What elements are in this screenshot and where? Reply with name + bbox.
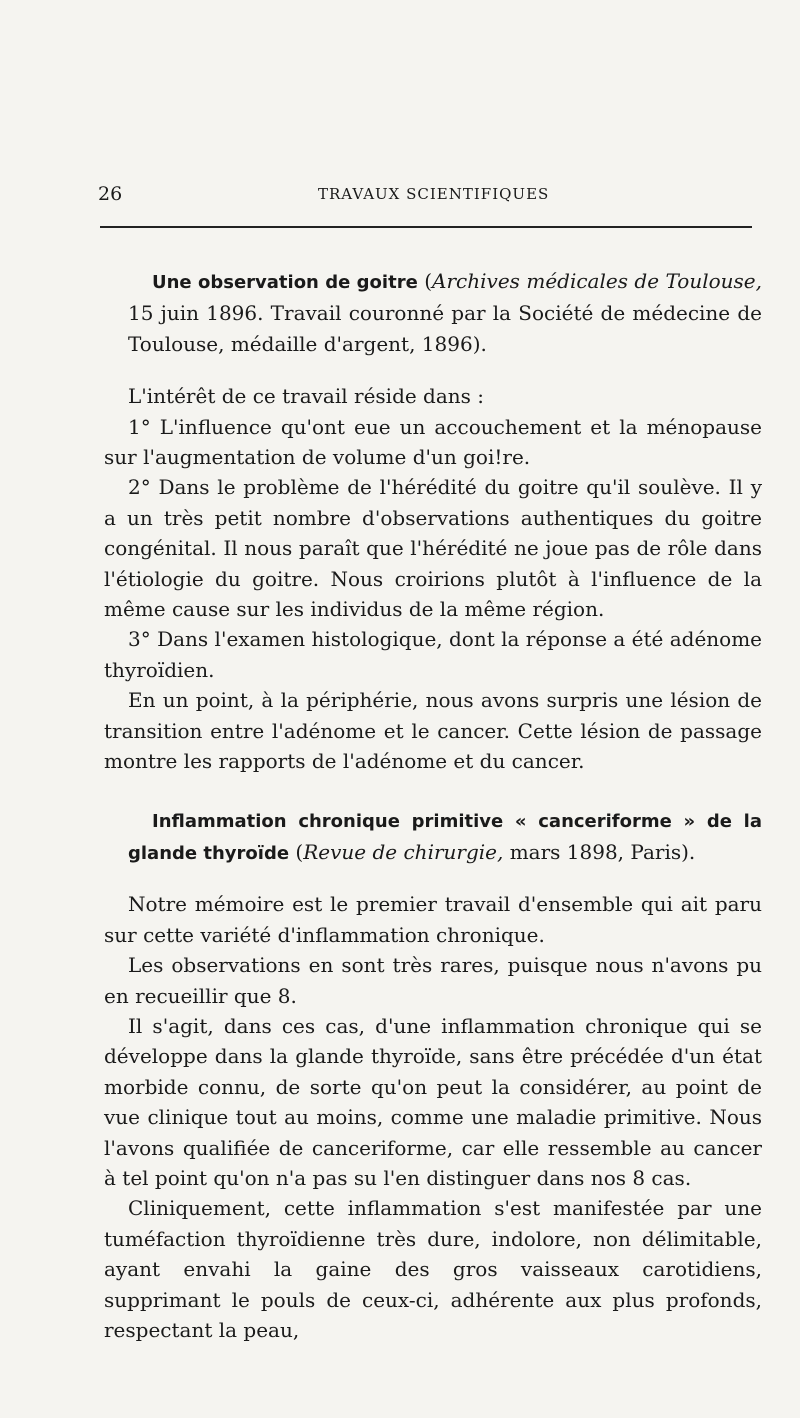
section-heading-goitre: Une observation de goitre (Archives médicales de Toulouse, 15 juin 1896. Travail couronné par la Société de médecine de Toulouse, médaille d'argent, 1896). <box>128 269 762 356</box>
section-title: Une observation de goitre <box>152 272 418 293</box>
running-title: TRAVAUX SCIENTIFIQUES <box>318 185 550 203</box>
paragraph: Il s'agit, dans ces cas, d'une inflammation chronique qui se développe dans la glande thyroïde, sans être précédée d'un état morbide connu, de sorte qu'on peut la considérer, au point de vue clinique tout au moins, comme une maladie primitive. Nous l'avons qualifiée de canceriforme, car elle ressemble au cancer à tel point qu'on n'a pas su l'en distinguer dans nos 8 cas. <box>104 1013 762 1190</box>
page-number: 26 <box>98 183 123 205</box>
page-body <box>104 266 762 1345</box>
paragraph: L'intérêt de ce travail réside dans : <box>128 384 485 409</box>
section-heading-inflammation: Inflammation chronique primitive « canceriforme » de la glande thyroïde (Revue de chirurgie, mars 1898, Paris). <box>128 810 762 864</box>
paragraph: 3° Dans l'examen histologique, dont la réponse a été adénome thyroïdien. <box>104 627 763 682</box>
paragraph: En un point, à la périphérie, nous avons surpris une lésion de transition entre l'adénome et le cancer. Cette lésion de passage montre les rapports de l'adénome et du cancer. <box>104 688 762 774</box>
running-header <box>98 181 762 207</box>
paragraph: Cliniquement, cette inflammation s'est manifestée par une tuméfaction thyroïdienne très dure, indolore, non délimitable, ayant envahi la gaine des gros vaisseaux carotidiens, supprimant le pouls de ceux-ci, adhérente aux plus profonds, respectant la peau, <box>104 1196 762 1342</box>
section-title: Inflammation chronique primitive « canceriforme » de la glande thyroïde <box>128 810 762 864</box>
paragraph: Notre mémoire est le premier travail d'ensemble qui ait paru sur cette variété d'inflammation chronique. <box>104 892 762 947</box>
paragraph: 2° Dans le problème de l'hérédité du goitre qu'il soulève. Il y a un très petit nombre d'observations authentiques du goitre congénital. Il nous paraît que l'hérédité ne joue pas de rôle dans l'étiologie du goitre. Nous croirions plutôt à l'influence de la même cause sur les individus de la même région. <box>104 475 762 622</box>
paragraph: Les observations en sont très rares, puisque nous n'avons pu en recueillir que 8. <box>104 953 762 1008</box>
paragraph: 1° L'influence qu'ont eue un accouchement et la ménopause sur l'augmentation de volume d'un goi!re. <box>104 414 762 470</box>
source-citation: Archives médicales de Toulouse, <box>432 269 762 293</box>
source-citation: Revue de chirurgie, <box>303 839 504 864</box>
header-rule <box>100 226 752 228</box>
